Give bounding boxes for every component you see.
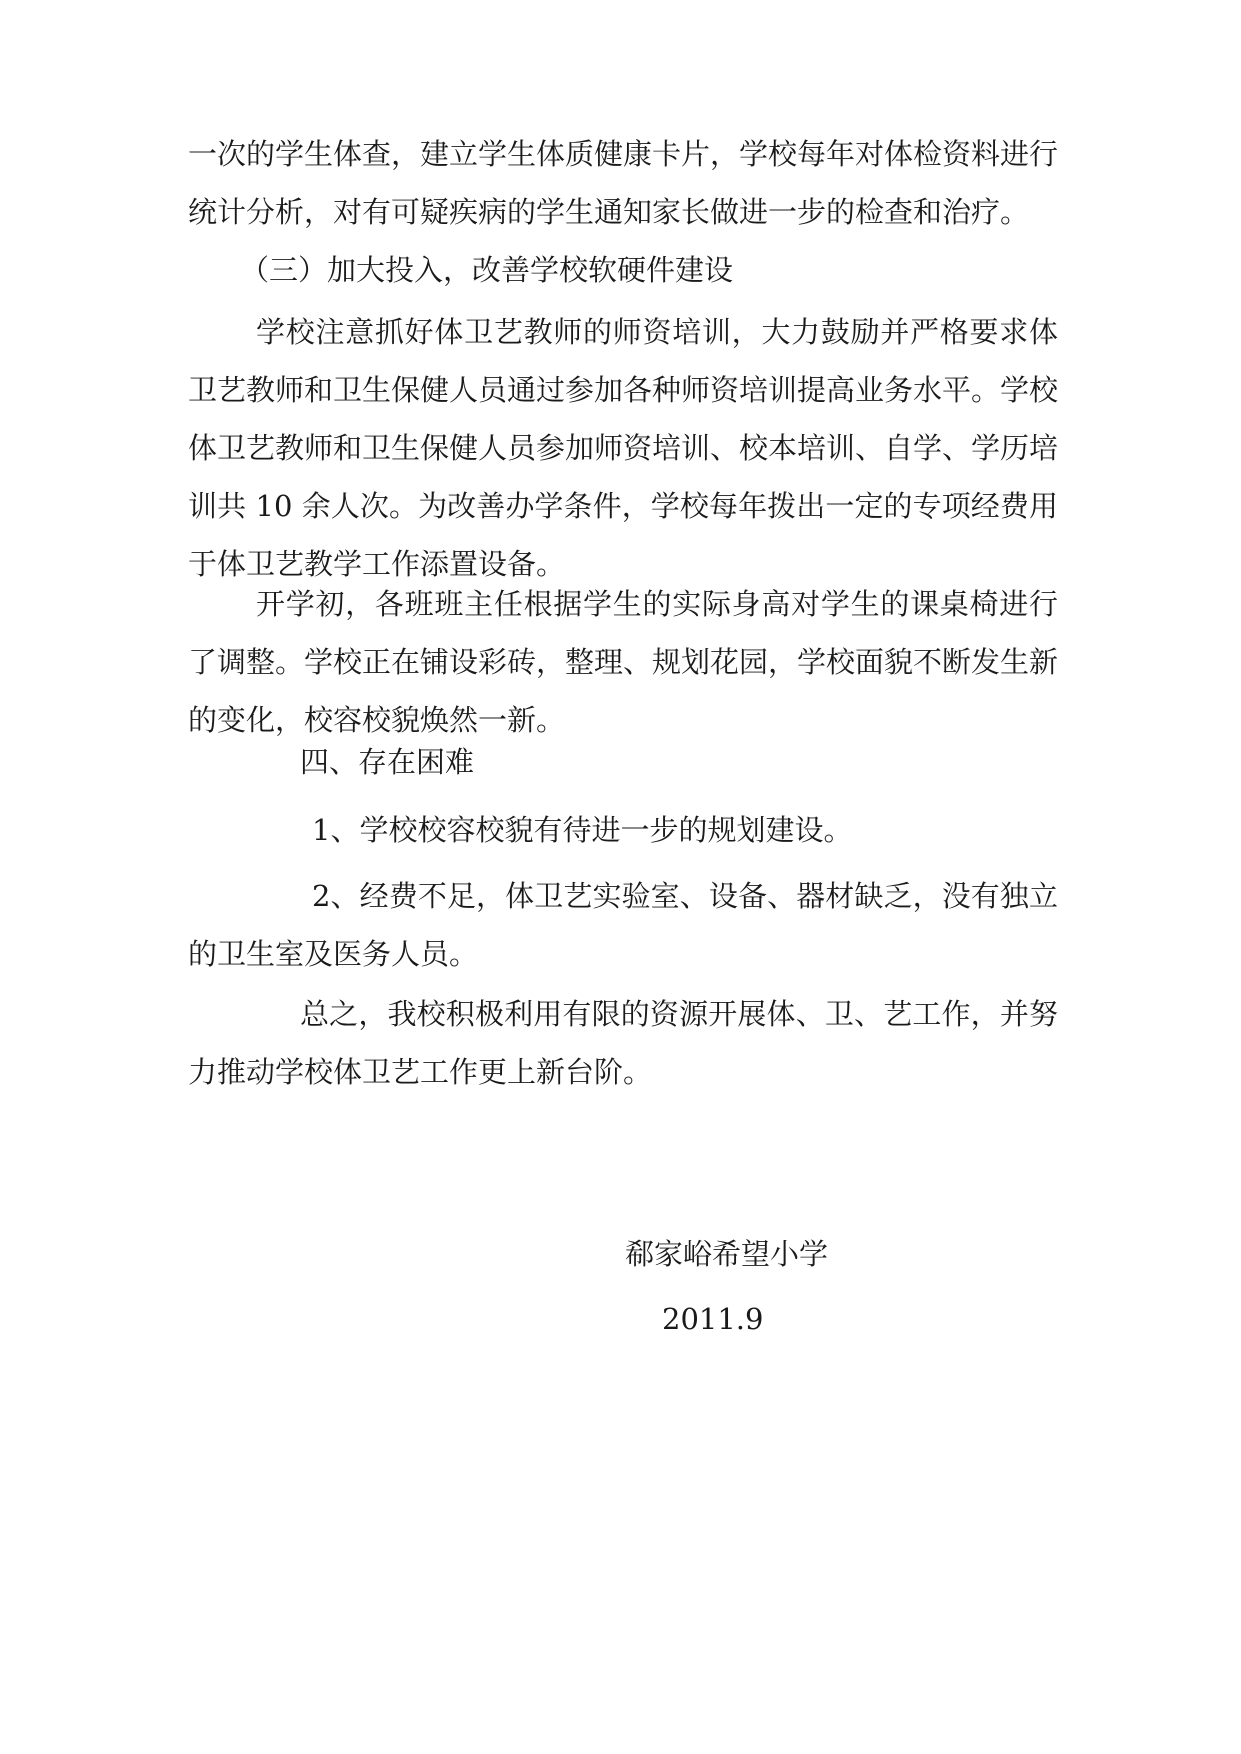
paragraph-conclusion: 总之，我校积极利用有限的资源开展体、卫、艺工作，并努力推动学校体卫艺工作更上新台阶。 xyxy=(188,997,1058,1089)
section-heading-3: （三）加大投入，改善学校软硬件建设 xyxy=(240,253,734,287)
paragraph-health-checkup: 一次的学生体查，建立学生体质健康卡片，学校每年对体检资料进行统计分析，对有可疑疾病的学生通知家长做进一步的检查和治疗。 xyxy=(188,137,1059,229)
paragraph-school-improvement: 开学初，各班班主任根据学生的实际身高对学生的课桌椅进行了调整。学校正在铺设彩砖，整理、规划花园，学校面貌不断发生新的变化，校容校貌焕然一新。 xyxy=(188,587,1059,737)
signature-date: 2011.9 xyxy=(662,1302,764,1336)
section-heading-4: 四、存在困难 xyxy=(300,745,475,779)
paragraph-teacher-training: 学校注意抓好体卫艺教师的师资培训，大力鼓励并严格要求体卫艺教师和卫生保健人员通过参加各种师资培训提高业务水平。学校体卫艺教师和卫生保健人员参加师资培训、校本培训、自学、学历培训共 10 余人次。为改善办学条件，学校每年拨出一定的专项经费用于体卫艺教学工作添置设备。 xyxy=(188,315,1059,581)
list-item-1: 1、学校校容校貌有待进一步的规划建设。 xyxy=(312,813,853,847)
list-item-2: 2、经费不足，体卫艺实验室、设备、器材缺乏，没有独立的卫生室及医务人员。 xyxy=(188,879,1058,971)
signature-school-name: 郗家峪希望小学 xyxy=(625,1237,829,1271)
